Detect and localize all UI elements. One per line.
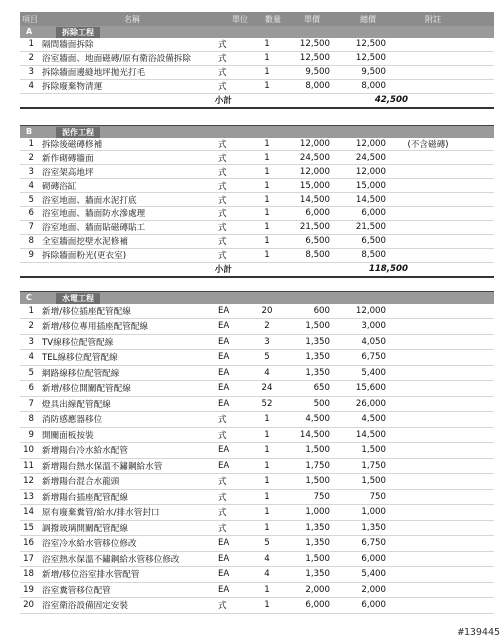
item-name: 隔間牆面拆除 bbox=[42, 40, 94, 51]
line-total: 1,500 bbox=[361, 445, 386, 456]
row-number: 2 bbox=[28, 321, 34, 332]
section-letter: A bbox=[26, 27, 33, 36]
unit: 式 bbox=[218, 601, 227, 612]
quantity: 1 bbox=[264, 522, 270, 533]
table-row bbox=[20, 412, 494, 428]
unit: 式 bbox=[218, 415, 227, 426]
table-row bbox=[20, 38, 494, 52]
section-name: 泥作工程 bbox=[56, 127, 100, 138]
unit: 式 bbox=[218, 54, 227, 65]
line-total: 15,600 bbox=[355, 383, 386, 394]
table-row bbox=[20, 366, 494, 382]
item-name: 浴室熱水保溫不鏽鋼給水管移位修改 bbox=[42, 554, 180, 565]
header-item: 名稱 bbox=[124, 14, 140, 24]
unit-price: 2,000 bbox=[305, 584, 330, 595]
line-total: 14,500 bbox=[355, 194, 386, 205]
table-row bbox=[20, 490, 494, 506]
line-total: 4,050 bbox=[361, 336, 386, 347]
unit: EA bbox=[218, 553, 230, 564]
unit-price: 1,000 bbox=[305, 507, 330, 518]
subtotal-value: 42,500 bbox=[374, 95, 408, 106]
item-name: 消防感應器移位 bbox=[42, 415, 103, 426]
table-row bbox=[20, 165, 494, 179]
unit-price: 1,500 bbox=[305, 321, 330, 332]
table-header bbox=[20, 12, 494, 26]
quotation-document bbox=[20, 12, 494, 614]
note: (不含磁磚) bbox=[407, 140, 449, 150]
item-name: 新增陽台混合水龍頭 bbox=[42, 477, 120, 488]
line-total: 1,750 bbox=[361, 460, 386, 471]
row-number: 6 bbox=[28, 208, 34, 219]
unit-price: 6,000 bbox=[305, 208, 330, 219]
unit: EA bbox=[218, 538, 230, 549]
table-row bbox=[20, 66, 494, 80]
quantity: 20 bbox=[261, 305, 273, 316]
line-total: 6,000 bbox=[361, 208, 386, 219]
quantity: 1 bbox=[264, 491, 270, 502]
unit-price: 24,500 bbox=[299, 152, 330, 163]
line-total: 12,000 bbox=[355, 139, 386, 149]
line-total: 12,000 bbox=[355, 166, 386, 177]
unit-price: 12,500 bbox=[299, 39, 330, 50]
subtotal-row bbox=[20, 94, 494, 109]
quantity: 1 bbox=[264, 67, 270, 78]
unit-price: 14,500 bbox=[299, 429, 330, 440]
sections bbox=[20, 26, 494, 614]
table-row bbox=[20, 52, 494, 66]
unit: 式 bbox=[218, 251, 227, 262]
unit: 式 bbox=[218, 209, 227, 220]
unit: EA bbox=[218, 383, 230, 394]
line-total: 4,500 bbox=[361, 414, 386, 425]
row-number: 18 bbox=[23, 569, 34, 580]
line-total: 21,500 bbox=[355, 222, 386, 233]
row-number: 11 bbox=[23, 460, 34, 471]
row-number: 16 bbox=[23, 538, 34, 549]
unit: 式 bbox=[218, 167, 227, 178]
unit-price: 1,350 bbox=[305, 538, 330, 549]
quantity: 5 bbox=[264, 352, 270, 363]
subtotal-label: 小計 bbox=[214, 265, 232, 276]
row-number: 14 bbox=[23, 507, 34, 518]
unit-price: 600 bbox=[313, 305, 330, 316]
unit: 式 bbox=[218, 237, 227, 248]
table-row bbox=[20, 474, 494, 490]
table-row bbox=[20, 207, 494, 221]
row-number: 13 bbox=[23, 491, 34, 502]
row-number: 20 bbox=[23, 600, 34, 611]
line-total: 750 bbox=[369, 491, 386, 502]
section-c bbox=[20, 292, 494, 614]
unit: 式 bbox=[218, 195, 227, 206]
quantity: 1 bbox=[264, 429, 270, 440]
quantity: 1 bbox=[264, 39, 270, 50]
row-number: 4 bbox=[28, 81, 34, 92]
section-letter: B bbox=[26, 126, 33, 136]
row-number: 1 bbox=[28, 39, 34, 50]
quantity: 1 bbox=[264, 236, 270, 247]
unit: 式 bbox=[218, 153, 227, 164]
item-name: 浴室衛浴設備固定安裝 bbox=[42, 601, 128, 612]
item-name: TV線移位配管配線 bbox=[42, 337, 114, 348]
line-total: 24,500 bbox=[355, 152, 386, 163]
line-total: 1,350 bbox=[361, 522, 386, 533]
quantity: 1 bbox=[264, 414, 270, 425]
quantity: 4 bbox=[264, 569, 270, 580]
section-gap bbox=[20, 109, 494, 126]
unit-price: 8,000 bbox=[305, 81, 330, 92]
unit-price: 6,500 bbox=[305, 236, 330, 247]
table-row bbox=[20, 459, 494, 475]
line-total: 6,000 bbox=[361, 553, 386, 564]
watermark-id: #139445 bbox=[457, 627, 500, 638]
item-name: 浴室牆面、地面磁磚/原有衛浴設備拆除 bbox=[42, 54, 191, 65]
line-total: 6,000 bbox=[361, 600, 386, 611]
item-name: 浴室地面、牆面貼磁磚貼工 bbox=[42, 223, 146, 234]
section-header bbox=[20, 126, 494, 138]
item-name: 拆除牆面粉光(更衣室) bbox=[42, 251, 127, 262]
row-number: 12 bbox=[23, 476, 34, 487]
section-name: 水電工程 bbox=[56, 293, 100, 304]
unit-price: 750 bbox=[313, 491, 330, 502]
item-name: 浴室糞管移位配管 bbox=[42, 585, 111, 596]
line-total: 2,000 bbox=[361, 584, 386, 595]
section-name: 拆除工程 bbox=[56, 27, 100, 38]
unit: 式 bbox=[218, 68, 227, 79]
table-row bbox=[20, 428, 494, 444]
table-row bbox=[20, 249, 494, 263]
table-row bbox=[20, 397, 494, 413]
line-total: 9,500 bbox=[361, 67, 386, 78]
quantity: 1 bbox=[264, 152, 270, 163]
item-name: 網路線移位配管配線 bbox=[42, 368, 120, 379]
quantity: 52 bbox=[261, 398, 273, 409]
line-total: 15,000 bbox=[355, 180, 386, 191]
table-row bbox=[20, 179, 494, 193]
item-name: 新增/移位插座配管配線 bbox=[42, 306, 131, 317]
unit-price: 1,350 bbox=[305, 336, 330, 347]
header-price: 單價 bbox=[304, 14, 320, 24]
table-row bbox=[20, 552, 494, 568]
unit: 式 bbox=[218, 492, 227, 503]
item-name: 原有廢棄糞管/給水/排水管封口 bbox=[42, 508, 160, 519]
row-number: 15 bbox=[23, 522, 34, 533]
quantity: 1 bbox=[264, 166, 270, 177]
row-number: 3 bbox=[28, 67, 34, 78]
unit-price: 12,000 bbox=[299, 166, 330, 177]
item-name: 新作砌磚牆面 bbox=[42, 153, 94, 164]
unit: EA bbox=[218, 569, 230, 580]
table-row bbox=[20, 319, 494, 335]
item-name: 新增陽台插座配管配線 bbox=[42, 492, 128, 503]
line-total: 5,400 bbox=[361, 367, 386, 378]
item-name: TEL線移位配管配線 bbox=[42, 353, 118, 364]
unit-price: 6,000 bbox=[305, 600, 330, 611]
table-row bbox=[20, 335, 494, 351]
line-total: 8,000 bbox=[361, 81, 386, 92]
unit-price: 1,500 bbox=[305, 476, 330, 487]
quantity: 1 bbox=[264, 584, 270, 595]
row-number: 1 bbox=[28, 305, 34, 316]
table-row bbox=[20, 536, 494, 552]
quantity: 1 bbox=[264, 180, 270, 191]
line-total: 12,500 bbox=[355, 53, 386, 64]
row-number: 8 bbox=[28, 236, 34, 247]
line-total: 6,750 bbox=[361, 352, 386, 363]
row-number: 3 bbox=[28, 166, 34, 177]
item-name: 新增/移位浴室排水管配管 bbox=[42, 570, 140, 581]
header-total: 總價 bbox=[360, 14, 376, 24]
unit: 式 bbox=[218, 477, 227, 488]
item-name: 砌磚浴缸 bbox=[42, 181, 77, 192]
quantity: 1 bbox=[264, 81, 270, 92]
row-number: 9 bbox=[28, 250, 34, 261]
unit-price: 1,350 bbox=[305, 569, 330, 580]
unit: 式 bbox=[218, 523, 227, 534]
unit: EA bbox=[218, 398, 230, 409]
table-row bbox=[20, 521, 494, 537]
unit: 式 bbox=[218, 82, 227, 93]
quantity: 1 bbox=[264, 139, 270, 149]
section-b bbox=[20, 126, 494, 292]
quantity: 5 bbox=[264, 538, 270, 549]
line-total: 1,000 bbox=[361, 507, 386, 518]
item-name: 開關面板按裝 bbox=[42, 430, 94, 441]
quantity: 4 bbox=[264, 553, 270, 564]
row-number: 7 bbox=[28, 222, 34, 233]
unit: 式 bbox=[218, 181, 227, 192]
row-number: 8 bbox=[28, 414, 34, 425]
quantity: 3 bbox=[264, 336, 270, 347]
quantity: 1 bbox=[264, 460, 270, 471]
row-number: 1 bbox=[28, 139, 34, 149]
item-name: 全室牆面挖壁水泥修補 bbox=[42, 237, 128, 248]
line-total: 8,500 bbox=[361, 250, 386, 261]
item-name: 燈具出線配管配線 bbox=[42, 399, 111, 410]
unit-price: 12,500 bbox=[299, 53, 330, 64]
row-number: 6 bbox=[28, 383, 34, 394]
table-row bbox=[20, 138, 494, 152]
table-row bbox=[20, 583, 494, 599]
table-row bbox=[20, 80, 494, 94]
header-note: 附註 bbox=[425, 14, 441, 24]
unit: 式 bbox=[218, 40, 227, 51]
quantity: 1 bbox=[264, 53, 270, 64]
table-row bbox=[20, 235, 494, 249]
table-row bbox=[20, 304, 494, 320]
unit-price: 1,350 bbox=[305, 367, 330, 378]
unit: 式 bbox=[218, 140, 227, 150]
quantity: 4 bbox=[264, 367, 270, 378]
line-total: 5,400 bbox=[361, 569, 386, 580]
item-name: 拆除廢棄物清運 bbox=[42, 82, 103, 93]
unit-price: 1,350 bbox=[305, 522, 330, 533]
quantity: 1 bbox=[264, 600, 270, 611]
row-number: 4 bbox=[28, 352, 34, 363]
row-number: 5 bbox=[28, 367, 34, 378]
section-a bbox=[20, 26, 494, 126]
row-number: 5 bbox=[28, 194, 34, 205]
line-total: 26,000 bbox=[355, 398, 386, 409]
unit: EA bbox=[218, 445, 230, 456]
quantity: 1 bbox=[264, 208, 270, 219]
unit-price: 4,500 bbox=[305, 414, 330, 425]
quantity: 1 bbox=[264, 194, 270, 205]
table-row bbox=[20, 221, 494, 235]
section-letter: C bbox=[26, 292, 32, 302]
quantity: 1 bbox=[264, 250, 270, 261]
item-name: 浴室地面、牆面防水滲處理 bbox=[42, 209, 146, 220]
unit-price: 1,350 bbox=[305, 352, 330, 363]
item-name: 浴室地面、牆面水泥打底 bbox=[42, 195, 137, 206]
unit: EA bbox=[218, 336, 230, 347]
unit-price: 21,500 bbox=[299, 222, 330, 233]
unit-price: 1,500 bbox=[305, 445, 330, 456]
unit-price: 8,500 bbox=[305, 250, 330, 261]
line-total: 12,500 bbox=[355, 39, 386, 50]
item-name: 拆除牆面邊縫地坪拋光打毛 bbox=[42, 68, 146, 79]
row-number: 9 bbox=[28, 429, 34, 440]
line-total: 12,000 bbox=[355, 305, 386, 316]
quantity: 1 bbox=[264, 222, 270, 233]
unit: EA bbox=[218, 460, 230, 471]
table-row bbox=[20, 151, 494, 165]
unit: 式 bbox=[218, 508, 227, 519]
unit: 式 bbox=[218, 223, 227, 234]
row-number: 4 bbox=[28, 180, 34, 191]
item-name: 新增/移位開關配管配線 bbox=[42, 384, 131, 395]
item-name: 新增陽台熱水保溫不鏽鋼給水管 bbox=[42, 461, 163, 472]
header-qty: 數量 bbox=[265, 14, 281, 24]
item-name: 新增/移位專用插座配管配線 bbox=[42, 322, 149, 333]
header-unit: 單位 bbox=[232, 14, 248, 24]
unit: 式 bbox=[218, 430, 227, 441]
table-row bbox=[20, 443, 494, 459]
table-row bbox=[20, 193, 494, 207]
line-total: 6,500 bbox=[361, 236, 386, 247]
unit: EA bbox=[218, 321, 230, 332]
unit-price: 12,000 bbox=[299, 139, 330, 149]
row-number: 2 bbox=[28, 53, 34, 64]
row-number: 10 bbox=[23, 445, 34, 456]
line-total: 14,500 bbox=[355, 429, 386, 440]
quantity: 24 bbox=[261, 383, 273, 394]
unit-price: 650 bbox=[313, 383, 330, 394]
table-row bbox=[20, 567, 494, 583]
row-number: 17 bbox=[23, 553, 34, 564]
line-total: 1,500 bbox=[361, 476, 386, 487]
table-row bbox=[20, 350, 494, 366]
table-row bbox=[20, 598, 494, 614]
header-no: 項目 bbox=[22, 14, 38, 24]
table-row bbox=[20, 505, 494, 521]
unit-price: 15,000 bbox=[299, 180, 330, 191]
table-row bbox=[20, 381, 494, 397]
item-name: 浴室架高地坪 bbox=[42, 167, 94, 178]
row-number: 19 bbox=[23, 584, 34, 595]
line-total: 6,750 bbox=[361, 538, 386, 549]
unit-price: 14,500 bbox=[299, 194, 330, 205]
item-name: 新增陽台冷水給水配管 bbox=[42, 446, 128, 457]
section-header bbox=[20, 26, 494, 38]
unit: EA bbox=[218, 367, 230, 378]
unit: EA bbox=[218, 305, 230, 316]
quantity: 1 bbox=[264, 445, 270, 456]
unit-price: 1,500 bbox=[305, 553, 330, 564]
row-number: 3 bbox=[28, 336, 34, 347]
item-name: 調撥玻璃開關配管配線 bbox=[42, 523, 128, 534]
unit-price: 500 bbox=[313, 398, 330, 409]
item-name: 拆除後磁磚修補 bbox=[42, 140, 103, 150]
section-gap bbox=[20, 278, 494, 292]
item-name: 浴室冷水給水管移位修改 bbox=[42, 539, 137, 550]
subtotal-row bbox=[20, 263, 494, 278]
row-number: 7 bbox=[28, 398, 34, 409]
unit-price: 9,500 bbox=[305, 67, 330, 78]
unit-price: 1,750 bbox=[305, 460, 330, 471]
quantity: 1 bbox=[264, 476, 270, 487]
unit: EA bbox=[218, 584, 230, 595]
unit: EA bbox=[218, 352, 230, 363]
subtotal-value: 118,500 bbox=[368, 264, 408, 275]
quantity: 2 bbox=[264, 321, 270, 332]
quantity: 1 bbox=[264, 507, 270, 518]
subtotal-label: 小計 bbox=[214, 96, 232, 107]
row-number: 2 bbox=[28, 152, 34, 163]
section-header bbox=[20, 292, 494, 304]
line-total: 3,000 bbox=[361, 321, 386, 332]
